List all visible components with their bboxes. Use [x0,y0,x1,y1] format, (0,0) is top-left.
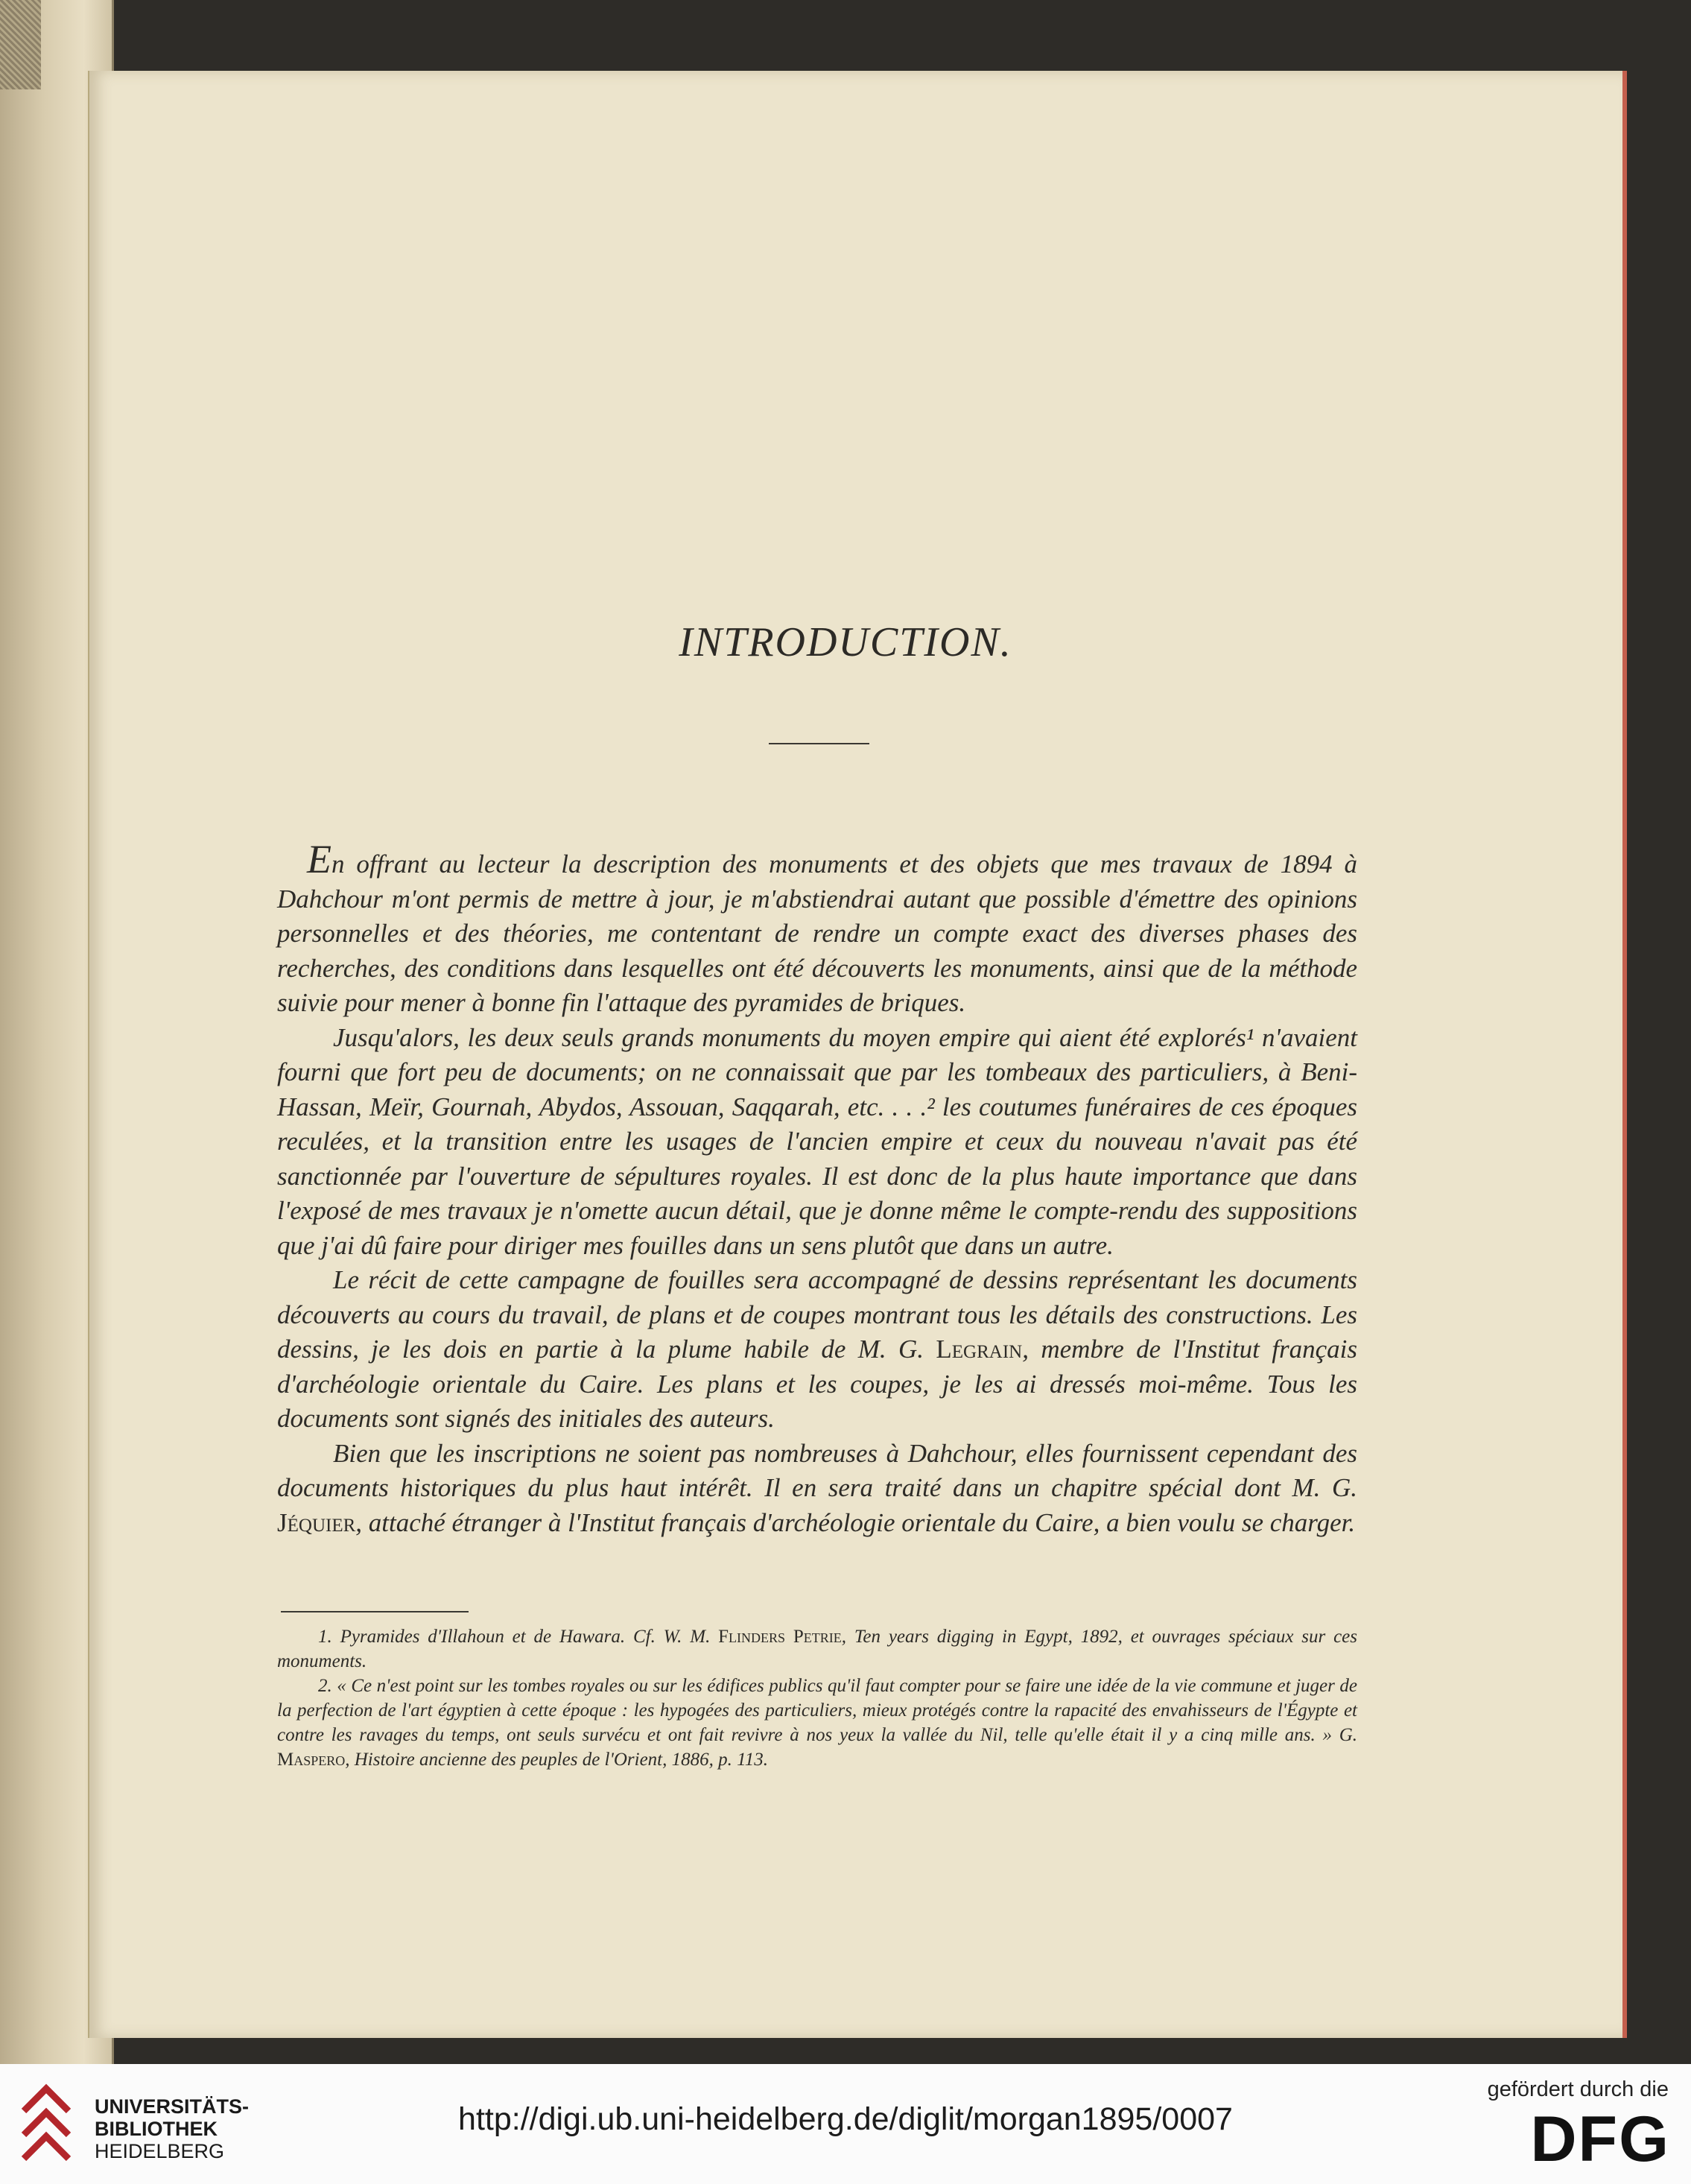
body-text [277,837,1357,1540]
footnote-1 [277,1624,1357,1674]
title-rule [769,743,869,744]
library-line-2: BIBLIOTHEK [95,2118,218,2140]
footnotes [277,1624,1357,1772]
paragraph-text: Bien que les inscriptions ne soient pas nombreuses à Dahchour, elles fournissent cependant des documents historiques du plus haut intérêt. Il en sera traité dans un chapitre spécial dont M. G. [277,1438,1357,1502]
author-name: Maspero [277,1750,346,1770]
funding-text: gefördert durch die [1487,2077,1669,2101]
page-url-link[interactable]: http://digi.ub.uni-heidelberg.de/diglit/morgan1895/0007 [458,2101,1233,2137]
footnote-text: , Ten years digging in Egypt, 1892, et ouvrages spéciaux sur ces monuments. [277,1627,1357,1671]
paragraph-text: , membre de l'Institut français d'archéologie orientale du Caire. Les plans et les coupes, je les ai dressés moi-même. Tous les documents sont signés des initiales des auteurs. [277,1335,1357,1433]
dropcap: E [307,837,331,881]
paragraph-1 [277,837,1357,1021]
footnote-rule [281,1611,469,1612]
author-name: Jéquier [277,1507,356,1537]
page-red-edge [1622,71,1627,2038]
library-line-1: UNIVERSITÄTS- [95,2095,250,2118]
dfg-logo[interactable]: DFG [1530,2104,1670,2175]
footnote-text: 2. « Ce n'est point sur les tombes royales ou sur les édifices publics qu'il faut compter pour se faire une idée de la vie commune et juger de la perfection de l'art égyptien à cette époque : les hypogées des particuliers, mieux protégés contre la rapacité des envahisseurs de l'Égypte et contre les ravages du temps, ont seuls survécu et ont fait revivre à nos yeux la vallée du Nil, telle qu'elle était il y a cinq mille ans. » G. [277,1676,1357,1745]
paragraph-text: n offrant au lecteur la description des monuments et des objets que mes travaux de 1894 à Dahchour m'ont permis de mettre à jour, je m'abstiendrai autant que possible d'émettre des opinions personnelles et des théories, me contentant de rendre un compte exact des diverses phases des recherches, des conditions dans lesquelles ont été découverts les monuments, ainsi que de la méthode suivie pour mener à bonne fin l'attaque des pyramides de briques. [277,849,1357,1017]
author-name: Legrain [936,1335,1023,1364]
paragraph-text: , attaché étranger à l'Institut français d'archéologie orientale du Caire, a bien voulu se charger. [355,1507,1356,1537]
library-line-3: HEIDELBERG [95,2140,225,2162]
paragraph-4 [277,1437,1357,1541]
page-title: INTRODUCTION. [679,619,1012,665]
author-name: Flinders Petrie [718,1627,842,1647]
binding-cloth [0,0,41,89]
paragraph-3 [277,1263,1357,1437]
footnote-2 [277,1674,1357,1772]
footnote-text: , Histoire ancienne des peuples de l'Orient, 1886, p. 113. [345,1750,768,1770]
footnote-text: 1. Pyramides d'Illahoun et de Hawara. Cf. W. M. [318,1627,719,1647]
paragraph-text: Le récit de cette campagne de fouilles sera accompagné de dessins représentant les documents découverts au cours du travail, de plans et de coupes montrant tous les détails des constructions. Les dessins, je les dois en partie à la plume habile de M. G. [277,1265,1357,1364]
paragraph-2: Jusqu'alors, les deux seuls grands monuments du moyen empire qui aient été explorés¹ n'avaient fourni que fort peu de documents; on ne connaissait que par les tombeaux des particuliers, à Beni-Hassan, Meïr, Gournah, Abydos, Assouan, Saqqarah, etc. . . .² les coutumes funéraires de ces époques reculées, et la transition entre les usages de l'ancien empire et ceux du nouveau n'avait pas été sanctionnée par l'ouverture de sépultures royales. Il est donc de la plus haute importance que dans l'exposé de mes travaux je n'omette aucun détail, que je donne même le compte-rendu des suppositions que j'ai dû faire pour diriger mes fouilles dans un sens plutôt que dans un autre. [277,1022,1357,1260]
